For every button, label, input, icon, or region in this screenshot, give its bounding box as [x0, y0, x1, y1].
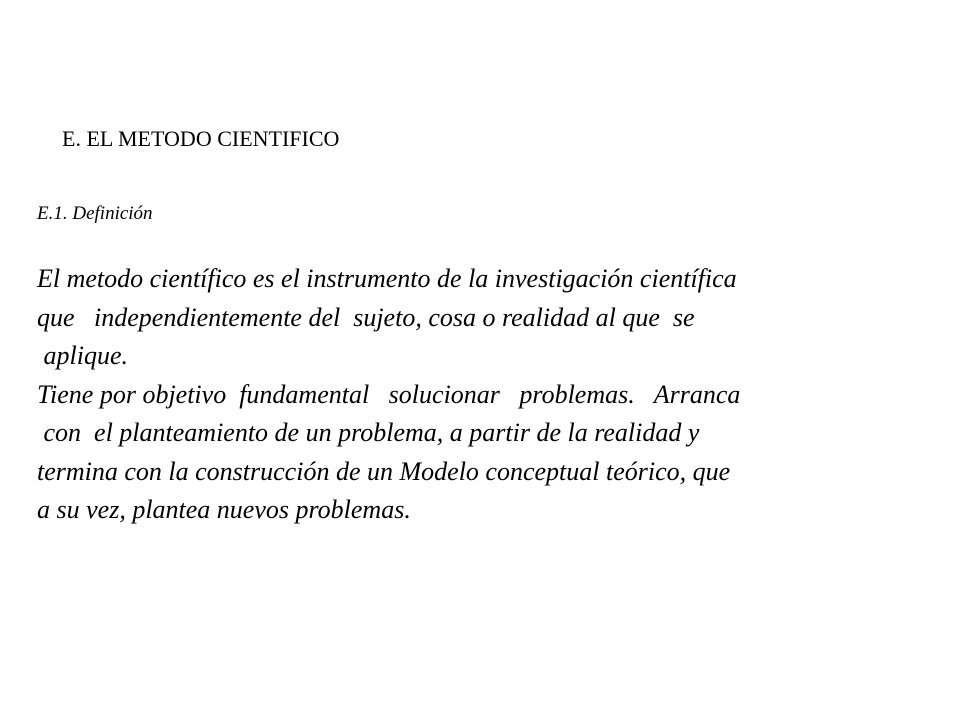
paragraph-line: con el planteamiento de un problema, a partir de la realidad y [37, 418, 700, 447]
paragraph-line: aplique. [37, 341, 128, 370]
paragraph-line: termina con la construcción de un Modelo conceptual teórico, que [37, 456, 731, 486]
subsection-heading: E.1. Definición [37, 203, 153, 224]
paragraph-line: que independientemente del sujeto, cosa o realidad al que se [37, 302, 695, 332]
definition-paragraph [37, 260, 740, 530]
paragraph-line: a su vez, plantea nuevos problemas. [37, 495, 411, 524]
paragraph-line: El metodo científico es el instrumento de la investigación científica [37, 264, 737, 293]
paragraph-line: Tiene por objetivo fundamental solucionar problemas. Arranca [37, 379, 741, 409]
section-heading: E. EL METODO CIENTIFICO [62, 126, 340, 151]
